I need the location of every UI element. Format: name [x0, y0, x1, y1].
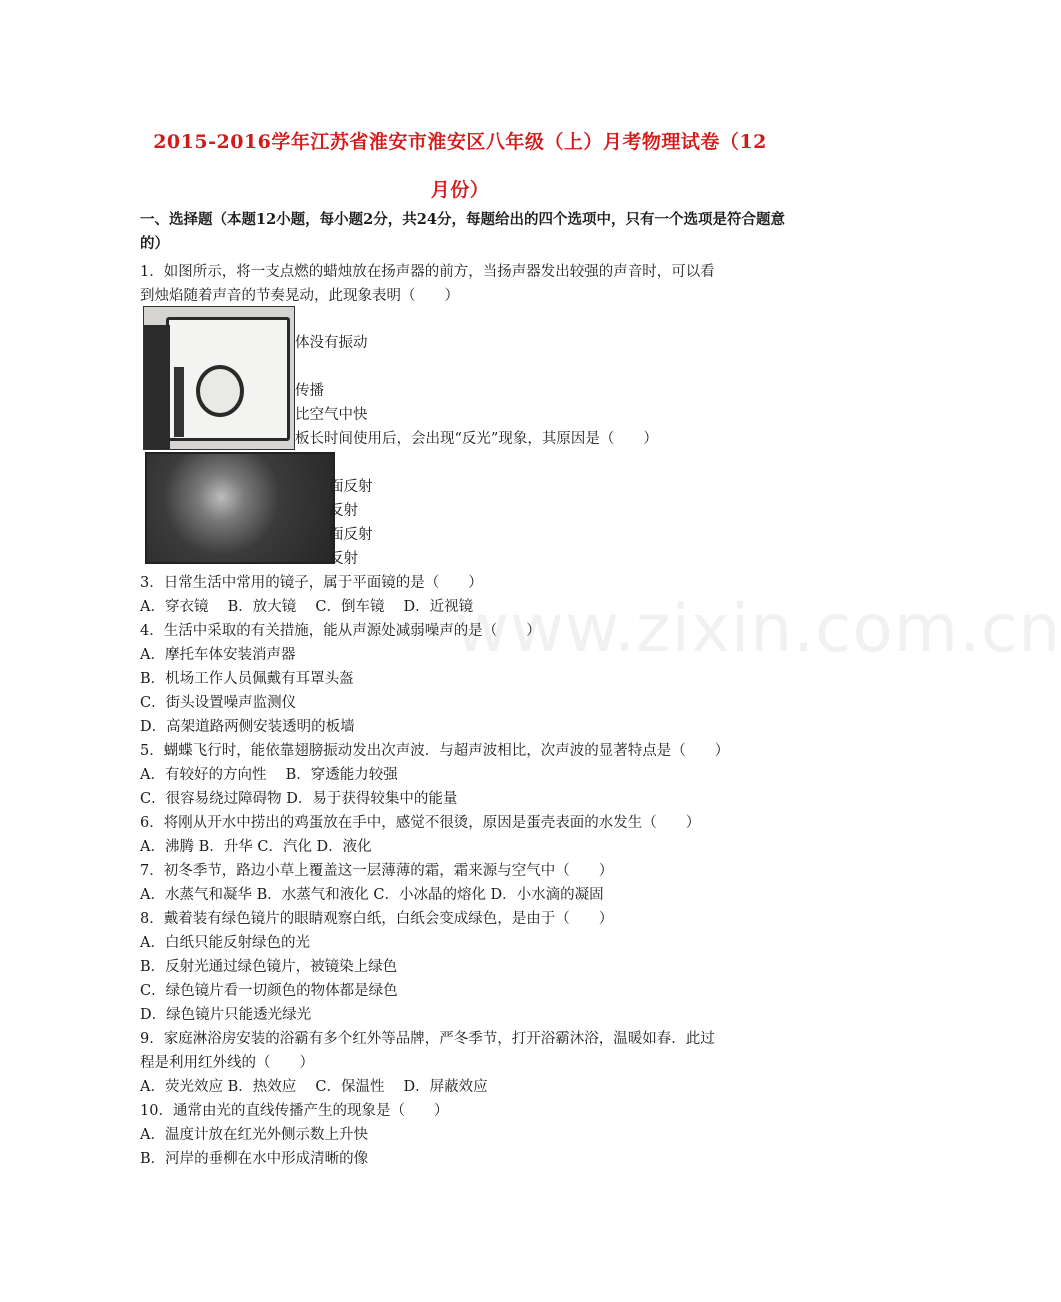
option-fragment-6: 面反射 — [329, 527, 373, 543]
question-3: 3．日常生活中常用的镜子，属于平面镜的是（ ） — [140, 575, 483, 591]
question-5-options-cd: C．很容易绕过障碍物 D．易于获得较集中的能量 — [140, 791, 458, 807]
question-10-option-a: A．温度计放在红光外侧示数上升快 — [140, 1127, 368, 1143]
question-4-option-a: A．摩托车体安装消声器 — [140, 647, 296, 663]
question-4-option-c: C．街头设置噪声监测仪 — [140, 695, 297, 711]
question-4: 4．生活中采取的有关措施，能从声源处减弱噪声的是（ ） — [140, 623, 541, 639]
option-fragment-1: 体没有振动 — [295, 335, 368, 351]
question-7-options: A．水蒸气和凝华 B．水蒸气和液化 C．小冰晶的熔化 D．小水滴的凝固 — [140, 887, 604, 903]
question-8-option-c: C．绿色镜片看一切颜色的物体都是绿色 — [140, 983, 398, 999]
title-line-2: 月份） — [430, 179, 490, 201]
question-3-options: A．穿衣镜 B．放大镜 C．倒车镜 D．近视镜 — [140, 599, 474, 615]
option-fragment-2: 传播 — [295, 383, 324, 399]
question-1-line-1: 1．如图所示，将一支点燃的蜡烛放在扬声器的前方，当扬声器发出较强的声音时，可以看 — [140, 264, 715, 280]
question-10: 10．通常由光的直线传播产生的现象是（ ） — [140, 1103, 449, 1119]
question-7: 7．初冬季节，路边小草上覆盖这一层薄薄的霜，霜来源与空气中（ ） — [140, 863, 614, 879]
question-2-fragment: 板长时间使用后，会出现“反光”现象，其原因是（ ） — [295, 431, 658, 447]
option-fragment-4: 面反射 — [329, 479, 373, 495]
question-9-line-1: 9．家庭淋浴房安装的浴霸有多个红外等品牌，严冬季节，打开浴霸沐浴，温暖如春．此过 — [140, 1031, 715, 1047]
page-title — [130, 118, 790, 214]
question-8-option-a: A．白纸只能反射绿色的光 — [140, 935, 310, 951]
option-fragment-7: 反射 — [329, 551, 358, 567]
watermark: www.zixin.com.cn — [455, 590, 1061, 667]
section-heading: 一、选择题（本题12小题，每小题2分，共24分，每题给出的四个选项中，只有一个选项是符合题意的） — [140, 211, 785, 252]
question-5: 5．蝴蝶飞行时，能依靠翅膀振动发出次声波．与超声波相比，次声波的显著特点是（ ） — [140, 743, 730, 759]
question-6-options: A．沸腾 B．升华 C．汽化 D．液化 — [140, 839, 372, 855]
question-8: 8．戴着装有绿色镜片的眼睛观察白纸，白纸会变成绿色，是由于（ ） — [140, 911, 614, 927]
question-4-option-b: B．机场工作人员佩戴有耳罩头盔 — [140, 671, 354, 687]
question-8-option-d: D．绿色镜片只能透光绿光 — [140, 1007, 312, 1023]
question-5-options-ab: A．有较好的方向性 B．穿透能力较强 — [140, 767, 398, 783]
question-6: 6．将刚从开水中捞出的鸡蛋放在手中，感觉不很烫，原因是蛋壳表面的水发生（ ） — [140, 815, 701, 831]
option-fragment-3: 比空气中快 — [295, 407, 368, 423]
question-9-options: A．荧光效应 B．热效应 C．保温性 D．屏蔽效应 — [140, 1079, 488, 1095]
option-fragment-5: 反射 — [329, 503, 358, 519]
title-line-1: 2015-2016学年江苏省淮安市淮安区八年级（上）月考物理试卷（12 — [153, 131, 767, 153]
blackboard-photo — [145, 452, 335, 564]
question-8-option-b: B．反射光通过绿色镜片，被镜染上绿色 — [140, 959, 398, 975]
question-9-line-2: 程是利用红外线的（ ） — [140, 1055, 314, 1071]
speaker-photo — [143, 306, 295, 450]
question-1-line-2: 到烛焰随着声音的节奏晃动，此现象表明（ ） — [140, 288, 459, 304]
question-4-option-d: D．高架道路两侧安装透明的板墙 — [140, 719, 355, 735]
question-10-option-b: B．河岸的垂柳在水中形成清晰的像 — [140, 1151, 369, 1167]
